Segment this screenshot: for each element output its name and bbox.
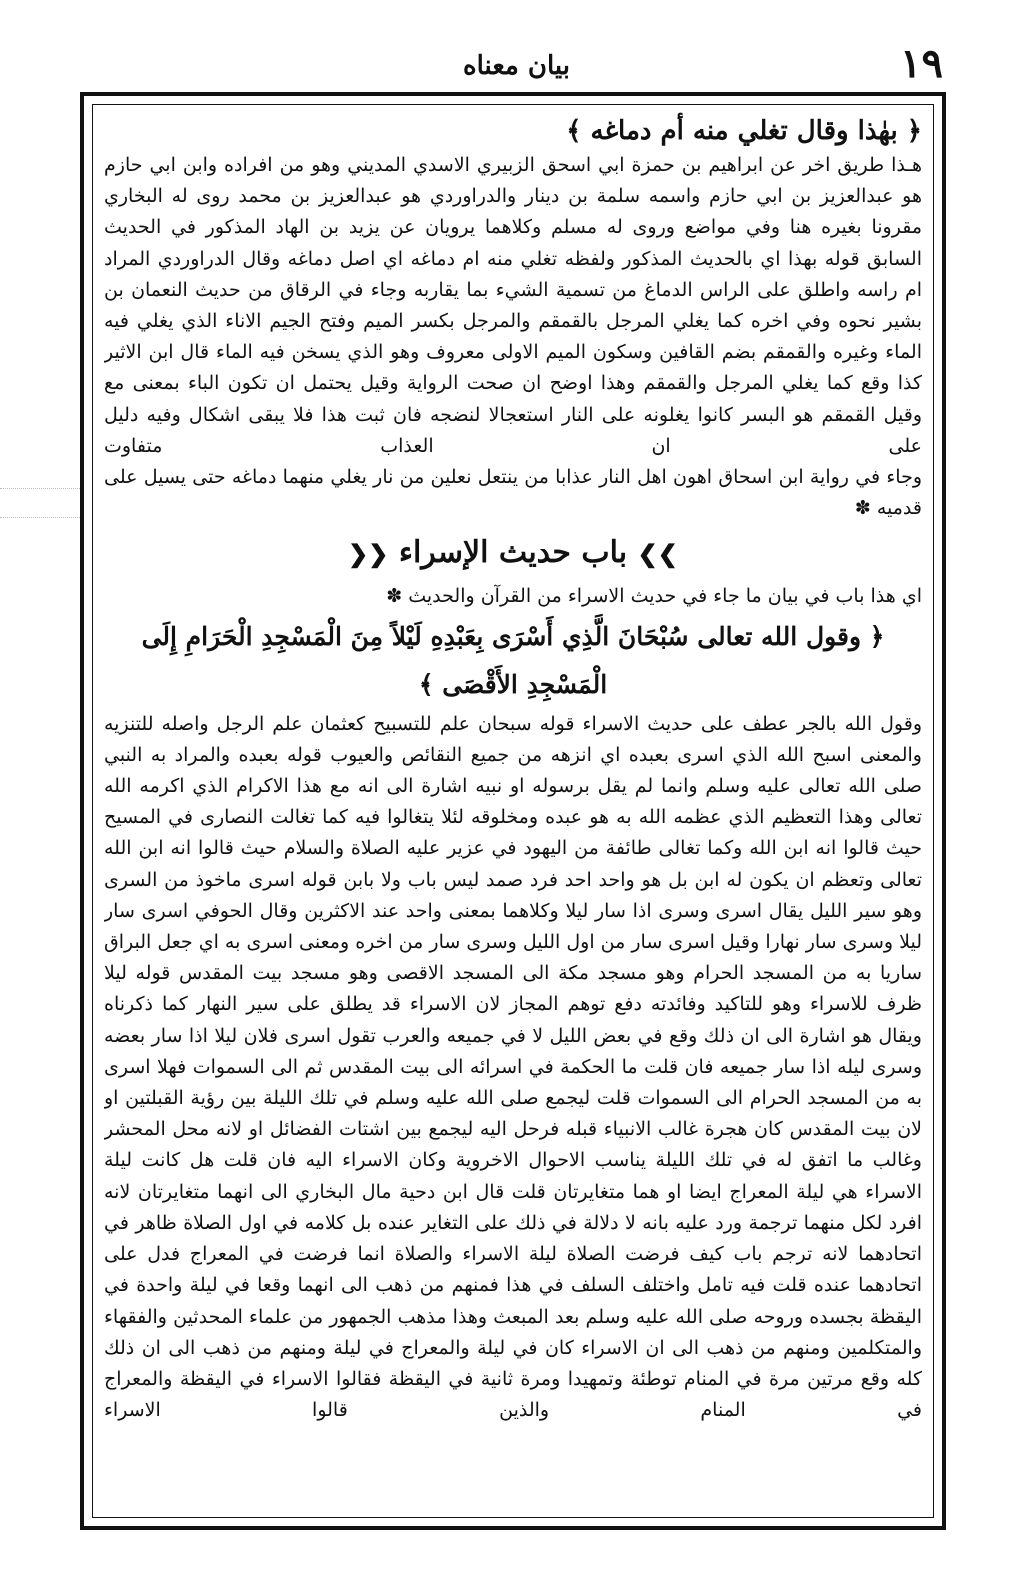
commentary-paragraph: هـذا طريق اخر عن ابراهيم بن حمزة ابي اسحق الزبيري الاسدي المديني وهو من افراده وابن ابي حازم هو عبدالعزيز بن ابي حازم واسمه سلمة بن دينار والدراوردي هو عبدالعزيز بن محمد روى له البخاري مقرونا بغيره هنا وفي مواضع وروى له مسلم وكلاهما يرويان عن يزيد بن الهاد المذكور في الحديث السابق قوله بهذا اي بالحديث المذكور ولفظه تغلي منه ام دماغه اي اصل دماغه وقال الدراوردي المراد ام راسه واطلق على الراس الدماغ من تسمية الشيء بما يقاربه وجاء في الرقاق من حديث النعمان بن بشير نحوه وفي اخره كما يغلي المرجل بالقمقم والمرجل بكسر الميم وفتح الجيم الاناء الذي يغلي فيه الماء وغيره والقمقم بضم القافين وسكون الميم الاولى معروف وهو الذي يسخن فيه الماء قال ابن الاثير كذا وقع كما يغلي المرجل والقمقم وهذا اوضح ان صحت الرواية وقيل يحتمل ان تكون الباء بمعنى مع وقيل القمقم هو البسر كانوا يغلونه على النار استعجالا لنضجه فان ثبت هذا فلا يبقى اشكال وفيه دليل على ان العذاب متفاوت xyxy=(104,154,922,457)
page-number: ١٩ xyxy=(900,40,943,87)
quran-verse: ﴿ وقول الله تعالى سُبْحَانَ الَّذِي أَسْرَى بِعَبْدِهِ لَيْلاً مِنَ الْمَسْجِدِ الْحَرَامِ إِلَى الْمَسْجِدِ الأَقْصَى ﴾ xyxy=(141,621,885,699)
page-fold-mark xyxy=(0,488,80,518)
running-title: بیان معناه xyxy=(462,51,570,81)
heading-ornament-left: ❮❮ xyxy=(348,539,389,569)
page-header xyxy=(90,40,943,88)
heading-ornament-right: ❯❯ xyxy=(637,539,678,569)
quoted-hadith-phrase: ﴿ بهٰذا وقال تغلي منه أم دماغه ﴾ xyxy=(566,116,922,146)
chapter-gloss: اي هذا باب في بيان ما جاء في حديث الاسراء من القرآن والحديث ✽ xyxy=(386,585,922,608)
chapter-title: باب حديث الإسراء xyxy=(398,535,628,571)
page-body xyxy=(104,112,922,1512)
chapter-heading xyxy=(104,530,922,577)
commentary-closing-line: وجاء في رواية ابن اسحاق اهون اهل النار عذابا من ينتعل نعلين من نار يغلي منهما دماغه حتى يسيل على قدميه ✽ xyxy=(104,466,922,520)
commentary-paragraph-2: وقول الله بالجر عطف على حديث الاسراء قوله سبحان علم للتسبيح كعثمان علم الرجل واصله للتنزيه والمعنى اسبح الله الذي اسرى بعبده اي انزهه من جميع النقائص والعيوب قوله بعبده والمراد به النبي صلى الله تعالى عليه وسلم وانما لم يقل برسوله او نبيه اشارة الى انه مع هذا الاكرام الذي اكرمه الله تعالى وهذا التعظيم الذي عظمه الله به هو عبده ومخلوقه لئلا يتغالوا فيه كما تغالت النصارى في المسيح حيث قالوا انه ابن الله وكما تغالى طائفة من اليهود في عزير عليه الصلاة والسلام حيث قالوا انه ابن الله تعالى وتعظم ان يكون له ابن بل هو واحد احد فرد صمد ليس باب ولا بابن قوله اسرى ماخوذ من السرى وهو سير الليل يقال اسرى وسرى اذا سار ليلا وكلاهما بمعنى واحد عند الاكثرين وقال الحوفي اسرى سار ليلا وسرى سار نهارا وقيل اسرى سار من اول الليل وسرى سار من اخره ومعنى اسرى به اي جعل البراق ساريا به من المسجد الحرام وهو مسجد مكة الى المسجد الاقصى وهو مسجد بيت المقدس قوله ليلا ظرف للاسراء وهو للتاكيد وفائدته دفع توهم المجاز لان الاسراء قد يطلق على سير النهار كما ذكرناه ويقال هو اشارة الى ان ذلك وقع في بعض الليل لا في جميعه والعرب تقول اسرى فلان ليلا اذا سار بعضه وسرى ليله اذا سار جميعه فان قلت ما الحكمة في اسرائه الى بيت المقدس ثم الى السموات فهلا اسرى به من المسجد الحرام الى السموات قلت ليجمع صلى الله عليه وسلم في تلك الليلة بين رؤية القبلتين او لان بيت المقدس كان هجرة غالب الانبياء قبله فرحل اليه ليجمع بين اشتات الفضائل او لانه محل المحشر وغالب ما اتفق له في تلك الليلة يناسب الاحوال الاخروية وكان الاسراء اليه فان قلت هل كانت ليلة الاسراء هي ليلة المعراج ايضا او هما متغايرتان قلت قال ابن دحية مال البخاري الى انهما متغايرتان لانه افرد لكل منهما ترجمة ورد عليه بانه لا دلالة في ذلك على التغاير عنده بل كلامه في اول الصلاة ظاهر في اتحادهما لانه ترجم باب كيف فرضت الصلاة ليلة الاسراء والصلاة انما فرضت في المعراج فدل على اتحادهما عنده قلت فيه تامل واختلف السلف في هذا فمنهم من ذهب الى انهما وقعا في ليلة واحدة في اليقظة بجسده وروحه صلى الله عليه وسلم بعد المبعث وهذا مذهب الجمهور من علماء المحدثين والفقهاء والمتكلمين ومنهم من ذهب الى ان الاسراء كان في ليلة والمعراج في ليلة ومنهم من ذهب الى ان ذلك كله وقع مرتين مرة في المنام توطئة وتمهيدا ومرة ثانية في اليقظة فقالوا الاسراء في اليقظة والمعراج في المنام والذين قالوا الاسراء xyxy=(104,712,922,1422)
